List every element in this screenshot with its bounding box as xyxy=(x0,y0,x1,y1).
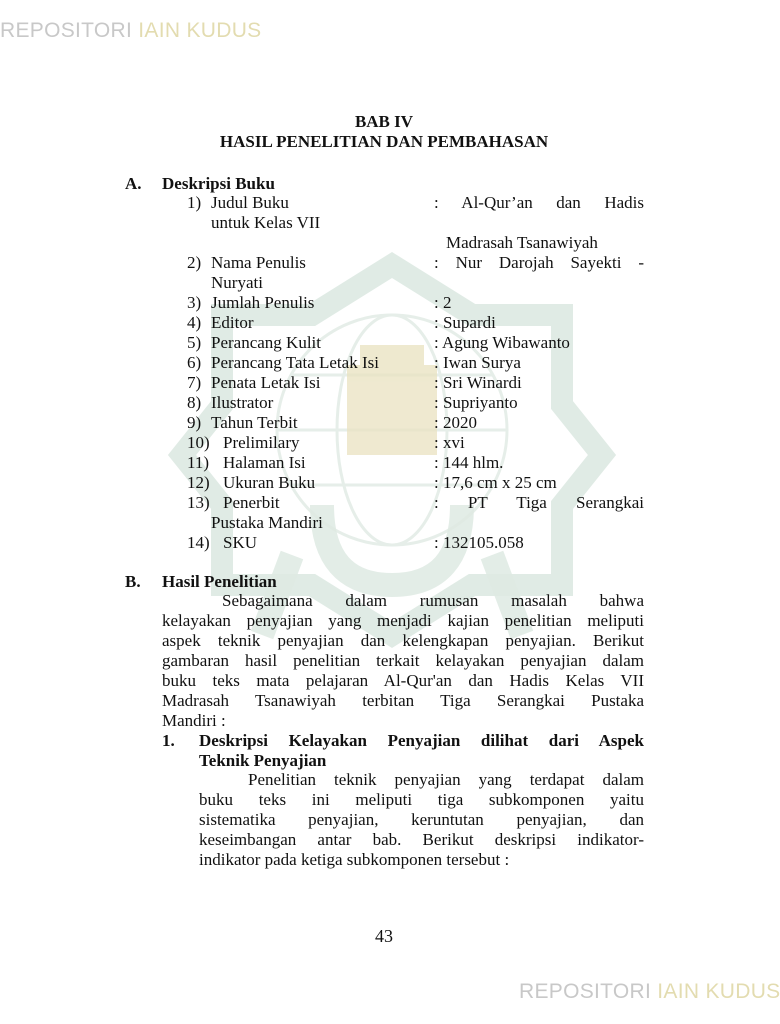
item-label-cont: Pustaka Mandiri xyxy=(211,513,323,532)
item-number: 2) xyxy=(187,253,202,272)
item-value-jumlah-penulis: : 2 xyxy=(434,293,452,312)
section-a-title: Deskripsi Buku xyxy=(162,174,275,193)
paragraph-line: sistematika penyajian, keruntutan penyajian, dan xyxy=(199,810,644,829)
item-number: 11) xyxy=(187,453,210,472)
item-value-tata-letak: : Iwan Surya xyxy=(434,353,521,372)
chapter-title: HASIL PENELITIAN DAN PEMBAHASAN xyxy=(219,132,549,151)
watermark-text-repositori: REPOSITORI xyxy=(519,980,652,1003)
section-b-title: Hasil Penelitian xyxy=(162,572,277,591)
watermark-text-iain: IAIN KUDUS xyxy=(657,980,780,1003)
item-label-perancang-kulit: Perancang Kulit xyxy=(211,333,321,352)
item-value-penata-letak: : Sri Winardi xyxy=(434,373,522,392)
item-number: 4) xyxy=(187,313,202,332)
item-number: 3) xyxy=(187,293,202,312)
section-b-paragraph xyxy=(162,591,644,731)
paragraph-line: indikator pada ketiga subkomponen tersebut : xyxy=(199,850,510,869)
item-value-perancang-kulit: : Agung Wibawanto xyxy=(434,333,570,352)
item-label-ukuran-buku: Ukuran Buku xyxy=(223,473,316,492)
watermark-bottom xyxy=(519,980,780,1004)
item-value-penerbit: : PT Tiga Serangkai xyxy=(434,493,644,512)
item-label-cont: untuk Kelas VII xyxy=(211,213,321,232)
item-value-judul-buku: : Al-Qur’an dan Hadis xyxy=(434,193,644,212)
item-number: 14) xyxy=(187,533,210,552)
item-value-sku: : 132105.058 xyxy=(434,533,524,552)
item-label-penata-letak: Penata Letak Isi xyxy=(211,373,321,392)
item-value-cont: Madrasah Tsanawiyah xyxy=(446,233,598,252)
paragraph-line: gambaran hasil penelitian terkait kelayakan penyajian dalam xyxy=(162,651,644,670)
paragraph-line: keseimbangan antar bab. Berikut deskripsi indikator- xyxy=(199,830,644,849)
item-value-editor: : Supardi xyxy=(434,313,496,332)
subsection-paragraph xyxy=(199,770,644,870)
paragraph-line: Mandiri : xyxy=(162,711,226,730)
item-number: 7) xyxy=(187,373,202,392)
item-value-tahun-terbit: : 2020 xyxy=(434,413,477,432)
item-value-prelimilary: : xvi xyxy=(434,433,465,452)
paragraph-line: buku teks mata pelajaran Al-Qur'an dan Hadis Kelas VII xyxy=(162,671,644,690)
item-number: 10) xyxy=(187,433,210,452)
paragraph-line: Madrasah Tsanawiyah terbitan Tiga Serangkai Pustaka xyxy=(162,691,644,710)
subsection-number: 1. xyxy=(162,731,175,750)
item-label-halaman-isi: Halaman Isi xyxy=(223,453,306,472)
item-number: 9) xyxy=(187,413,202,432)
item-number: 8) xyxy=(187,393,202,412)
item-value-halaman-isi: : 144 hlm. xyxy=(434,453,504,472)
item-label-sku: SKU xyxy=(223,533,258,552)
section-b-letter: B. xyxy=(125,572,141,591)
item-label-tahun-terbit: Tahun Terbit xyxy=(211,413,298,432)
item-number: 13) xyxy=(187,493,210,512)
item-label-nama-penulis: Nama Penulis xyxy=(211,253,306,272)
item-label-ilustrator: Ilustrator xyxy=(211,393,274,412)
chapter-label: BAB IV xyxy=(354,112,414,131)
item-label-jumlah-penulis: Jumlah Penulis xyxy=(211,293,315,312)
paragraph-line: buku teks ini meliputi tiga subkomponen yaitu xyxy=(199,790,644,809)
item-number: 1) xyxy=(187,193,202,212)
item-number: 12) xyxy=(187,473,210,492)
watermark-text-iain: IAIN KUDUS xyxy=(138,19,262,42)
page-number: 43 xyxy=(375,926,393,946)
item-value-ukuran-buku: : 17,6 cm x 25 cm xyxy=(434,473,557,492)
paragraph-line: aspek teknik penyajian dan kelengkapan penyajian. Berikut xyxy=(162,631,644,650)
watermark-text-repositori: REPOSITORI xyxy=(0,19,133,42)
item-value-ilustrator: : Supriyanto xyxy=(434,393,518,412)
item-number: 5) xyxy=(187,333,202,352)
item-label-tata-letak: Perancang Tata Letak Isi xyxy=(211,353,379,372)
subsection-title-line2: Teknik Penyajian xyxy=(199,751,327,770)
item-number: 6) xyxy=(187,353,202,372)
paragraph-line: Sebagaimana dalam rumusan masalah bahwa xyxy=(222,591,644,610)
item-label-editor: Editor xyxy=(211,313,254,332)
item-value-nama-penulis: : Nur Darojah Sayekti - xyxy=(434,253,644,272)
item-label-cont: Nuryati xyxy=(211,273,263,292)
item-label-penerbit: Penerbit xyxy=(223,493,280,512)
section-a-letter: A. xyxy=(125,174,142,193)
paragraph-line: kelayakan penyajian yang menjadi kajian penelitian meliputi xyxy=(162,611,644,630)
item-label-judul-buku: Judul Buku xyxy=(211,193,289,212)
paragraph-line: Penelitian teknik penyajian yang terdapat dalam xyxy=(248,770,644,789)
item-label-prelimilary: Prelimilary xyxy=(223,433,300,452)
subsection-title-line1: Deskripsi Kelayakan Penyajian dilihat dari Aspek xyxy=(199,731,644,750)
